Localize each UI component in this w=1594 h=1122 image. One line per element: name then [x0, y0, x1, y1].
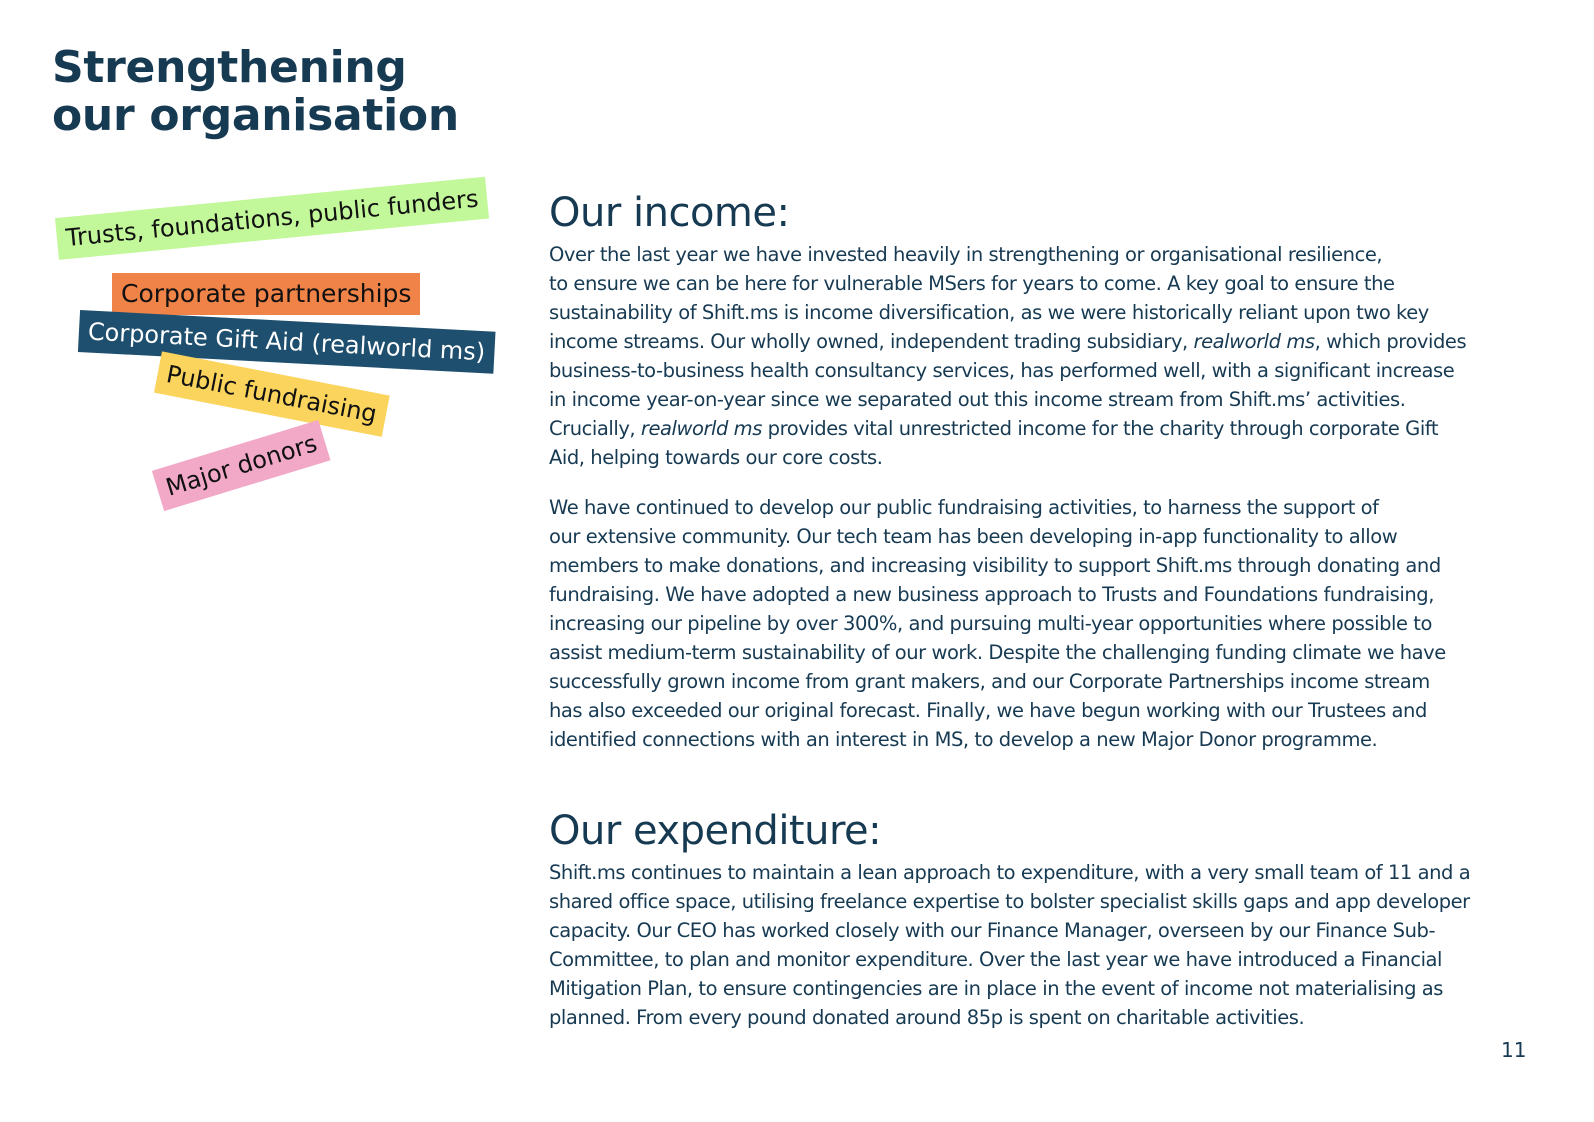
income-paragraph-1-text-c: provides vital unrestricted income for the charity through corporate Gift Aid, helping towards our core costs.	[549, 417, 1439, 469]
tag-corporate-partnerships: Corporate partnerships	[112, 273, 420, 315]
page-title-line-2: our organisation	[52, 90, 459, 141]
income-paragraph-1-emphasis-b: realworld ms	[640, 417, 762, 440]
tag-public-fundraising: Public fundraising	[154, 351, 389, 436]
income-paragraph-2: We have continued to develop our public fundraising activities, to harness the support of our extensive community. Our tech team has been developing in-app functionality to allow members to make donations, and increasing visibility to support Shift.ms through donating and fundraising. We have adopted a new business approach to Trusts and Foundations fundraising, increasing our pipeline by over 300%, and pursuing multi-year opportunities where possible to assist medium-term sustainability of our work. Despite the challenging funding climate we have successfully grown income from grant makers, and our Corporate Partnerships income stream has also exceeded our original forecast. Finally, we have begun working with our Trustees and identified connections with an interest in MS, to develop a new Major Donor programme.	[549, 496, 1446, 751]
income-paragraph-1	[549, 240, 1539, 472]
expenditure-heading: Our expenditure:	[549, 808, 882, 854]
page-number: 11	[1501, 1038, 1527, 1062]
income-paragraph-1-text-b: , which provides business-to-business health consultancy services, has performed well, with a significant increase in income year-on-year since we separated out this income stream from Shift.ms’ activities. Crucially,	[549, 330, 1467, 440]
income-paragraph-1-emphasis-a: realworld ms	[1193, 330, 1315, 353]
income-heading: Our income:	[549, 190, 790, 236]
expenditure-section	[549, 808, 1539, 1032]
tag-corporate-gift-aid: Corporate Gift Aid (realworld ms)	[78, 310, 495, 374]
tag-major-donors: Major donors	[152, 420, 331, 511]
page-title-line-1: Strengthening	[52, 42, 407, 93]
expenditure-paragraph: Shift.ms continues to maintain a lean approach to expenditure, with a very small team of 11 and a shared office space, utilising freelance expertise to bolster specialist skills gaps and app developer capacity. Our CEO has worked closely with our Finance Manager, overseen by our Finance Sub- Committee, to plan and monitor expenditure. Over the last year we have introduced a Financial Mitigation Plan, to ensure contingencies are in place in the event of income not materialising as planned. From every pound donated around 85p is spent on charitable activities.	[549, 861, 1471, 1029]
page-title	[52, 44, 459, 140]
income-paragraph-1-text-a: Over the last year we have invested heavily in strengthening or organisational resilience, to ensure we can be here for vulnerable MSers for years to come. A key goal to ensure the sustainability of Shift.ms is income diversification, as we were historically reliant upon two key income streams. Our wholly owned, independent trading subsidiary,	[549, 243, 1429, 353]
tag-trusts-foundations: Trusts, foundations, public funders	[55, 177, 489, 260]
income-section	[549, 190, 1539, 754]
